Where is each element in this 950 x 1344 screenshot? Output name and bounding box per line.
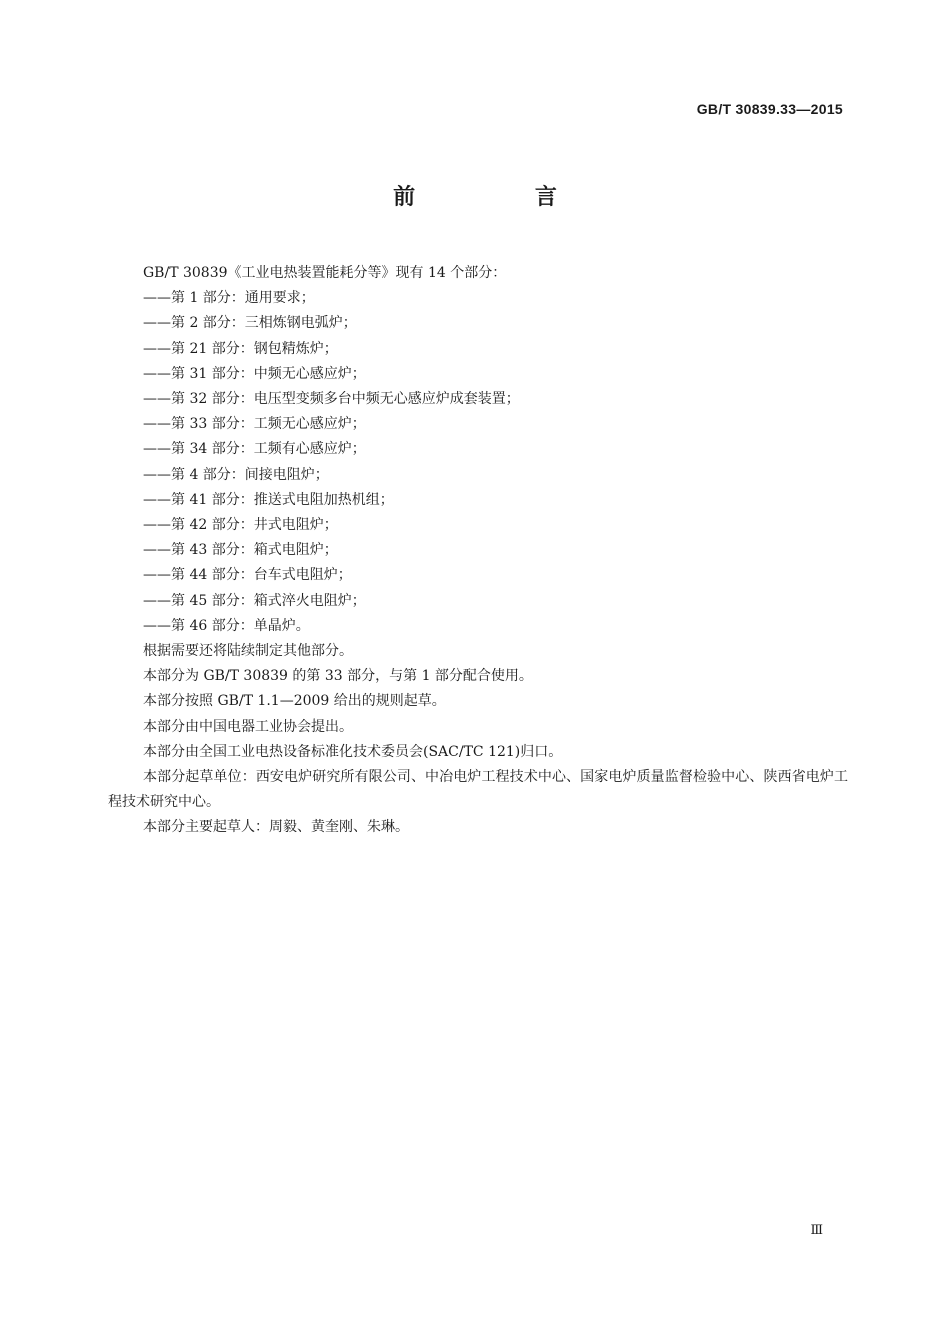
paragraph-future-parts: 根据需要还将陆续制定其他部分。: [143, 643, 353, 660]
list-item-part-21: ——第 21 部分：钢包精炼炉；: [143, 340, 338, 357]
list-item-part-46: ——第 46 部分：单晶炉。: [143, 617, 310, 634]
list-item-part-1: ——第 1 部分：通用要求；: [143, 290, 315, 307]
list-item-part-32: ——第 32 部分：电压型变频多台中频无心感应炉成套装置；: [143, 391, 520, 408]
paragraph-part-relation: 本部分为 GB/T 30839 的第 33 部分，与第 1 部分配合使用。: [143, 668, 533, 685]
list-item-part-2: ——第 2 部分：三相炼钢电弧炉；: [143, 315, 357, 332]
list-item-part-42: ——第 42 部分：井式电阻炉；: [143, 517, 338, 534]
list-item-part-41: ——第 41 部分：推送式电阻加热机组；: [143, 491, 394, 508]
list-item-part-45: ——第 45 部分：箱式淬火电阻炉；: [143, 592, 366, 609]
paragraph-proposer: 本部分由中国电器工业协会提出。: [143, 718, 353, 735]
standard-code: GB/T 30839.33—2015: [696, 101, 843, 117]
paragraph-intro: GB/T 30839《工业电热装置能耗分等》现有 14 个部分：: [143, 265, 507, 281]
paragraph-drafters: 本部分主要起草人：周毅、黄奎刚、朱琳。: [143, 819, 409, 836]
list-item-part-33: ——第 33 部分：工频无心感应炉；: [143, 416, 366, 433]
list-item-part-44: ——第 44 部分：台车式电阻炉；: [143, 567, 352, 584]
paragraph-committee: 本部分由全国工业电热设备标准化技术委员会(SAC/TC 121)归口。: [143, 743, 563, 760]
foreword-body: [108, 261, 848, 841]
list-item-part-4: ——第 4 部分：间接电阻炉；: [143, 466, 329, 483]
page-number: Ⅲ: [810, 1223, 823, 1238]
page-title: 前 言: [393, 185, 613, 210]
paragraph-drafting-rules: 本部分按照 GB/T 1.1—2009 给出的规则起草。: [143, 693, 446, 710]
paragraph-drafting-units: 本部分起草单位：西安电炉研究所有限公司、中冶电炉工程技术中心、国家电炉质量监督检验中心、陕西省电炉工程技术研究中心。: [108, 769, 848, 811]
list-item-part-31: ——第 31 部分：中频无心感应炉；: [143, 365, 366, 382]
list-item-part-43: ——第 43 部分：箱式电阻炉；: [143, 542, 338, 559]
list-item-part-34: ——第 34 部分：工频有心感应炉；: [143, 441, 366, 458]
